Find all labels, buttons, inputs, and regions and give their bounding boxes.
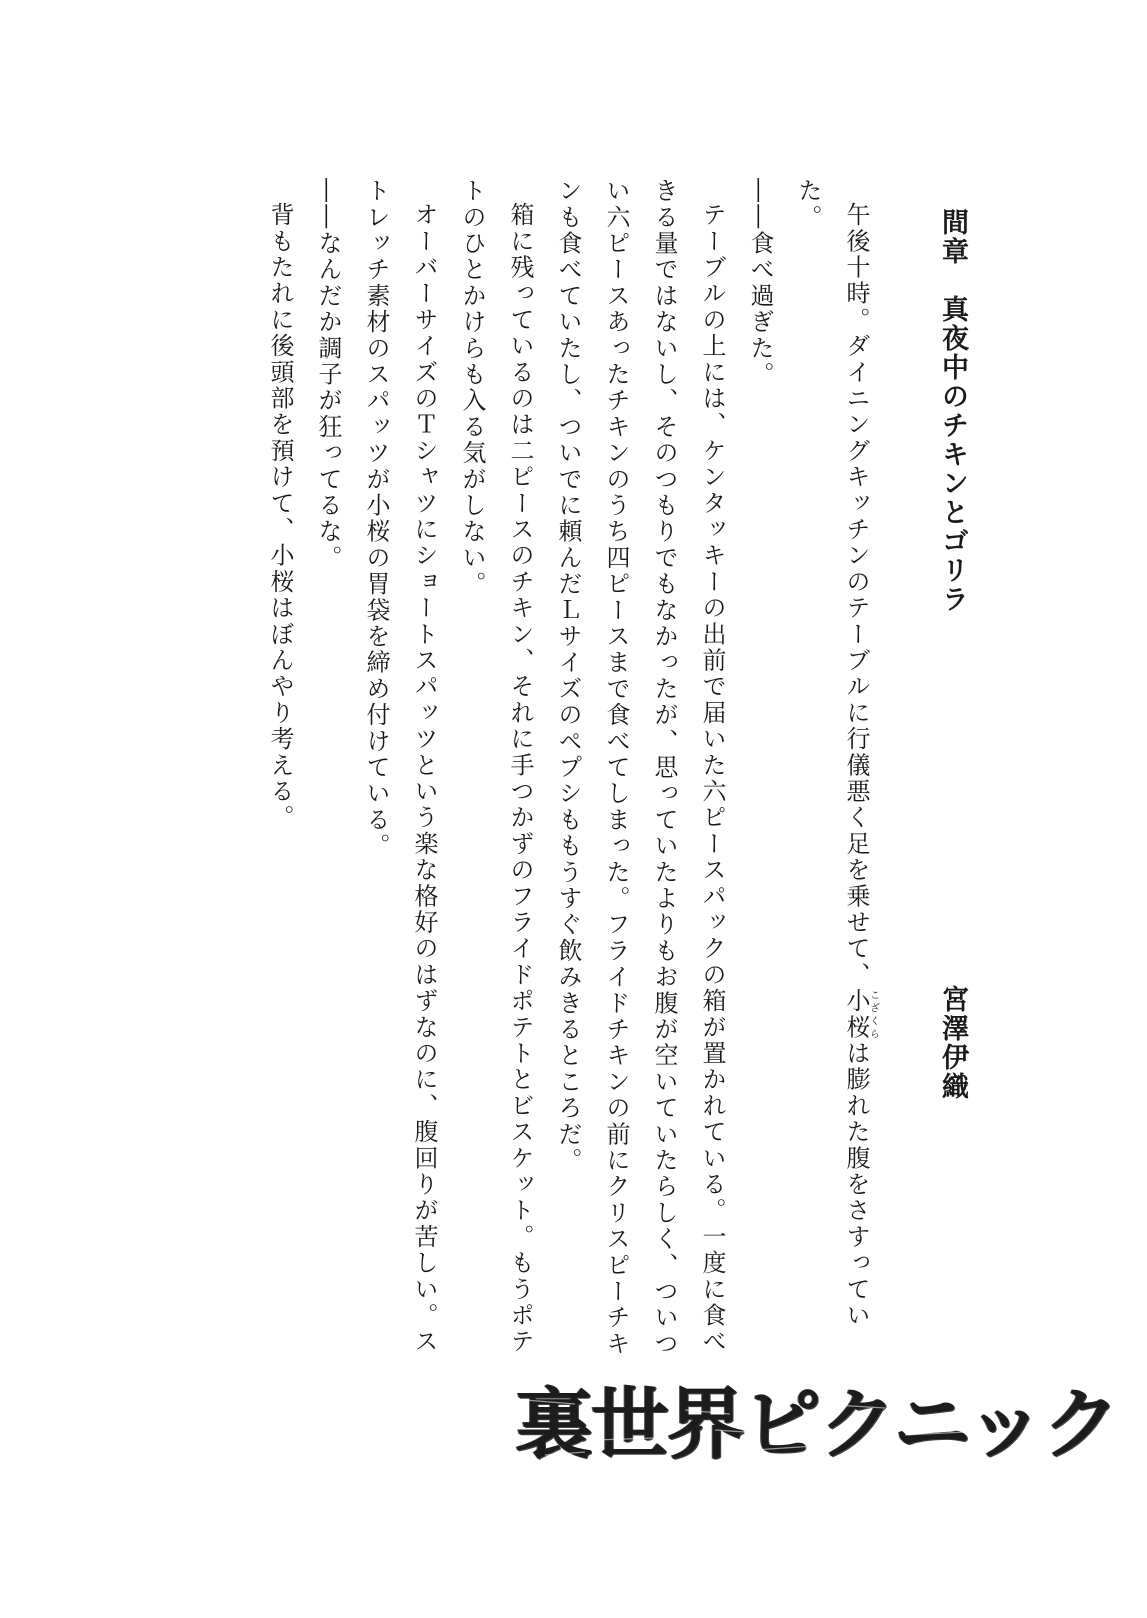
author-name: 宮澤伊織 xyxy=(937,985,968,1101)
paragraph-6: ――なんだか調子が狂ってるな。 xyxy=(314,178,342,571)
body-text xyxy=(120,178,880,1378)
paragraph-4: 箱に残っているのは二ピースのチキン、それに手つかずのフライドポテトとビスケット。もうポテトのひとかけらも入る気がしない。 xyxy=(458,178,534,1355)
paragraph-1-text-b: は膨れた腹をさすっていた。 xyxy=(794,178,870,1329)
ruby-base: 小桜 xyxy=(842,988,870,1041)
paragraph-5: オーバーサイズのＴシャツにショートスパッツという楽な格好のはずなのに、腹回りが苦しい。ストレッチ素材のスパッツが小桜の胃袋を締め付けている。 xyxy=(362,178,438,1355)
paragraph-1 xyxy=(784,178,880,1378)
ruby-reading: こざくら xyxy=(867,988,879,1041)
chapter-title: 間章 真夜中のチキンとゴリラ xyxy=(937,208,968,614)
paragraph-3: テーブルの上には、ケンタッキーの出前で届いた六ピースパックの箱が置かれている。一度に食べきる量ではないし、そのつもりでもなかったが、思っていたよりもお腹が空いていたらしく、ついつい六ピースあったチキンのうち四ピースまで食べてしまった。フライドチキンの前にクリスピーチキンも食べていたし、ついでに頼んだＬサイズのペプシももうすぐ飲みきるところだ。 xyxy=(554,178,726,1357)
series-logo: 裏世界ピクニック xyxy=(515,1379,1119,1470)
paragraph-7: 背もたれに後頭部を預けて、小桜はぼんやり考える。 xyxy=(266,202,294,831)
paragraph-2: ――食べ過ぎた。 xyxy=(746,178,774,388)
paragraph-1-text-a: 午後十時。ダイニングキッチンのテーブルに行儀悪く足を乗せて、 xyxy=(842,202,870,988)
ruby-kozakura xyxy=(842,988,879,1041)
